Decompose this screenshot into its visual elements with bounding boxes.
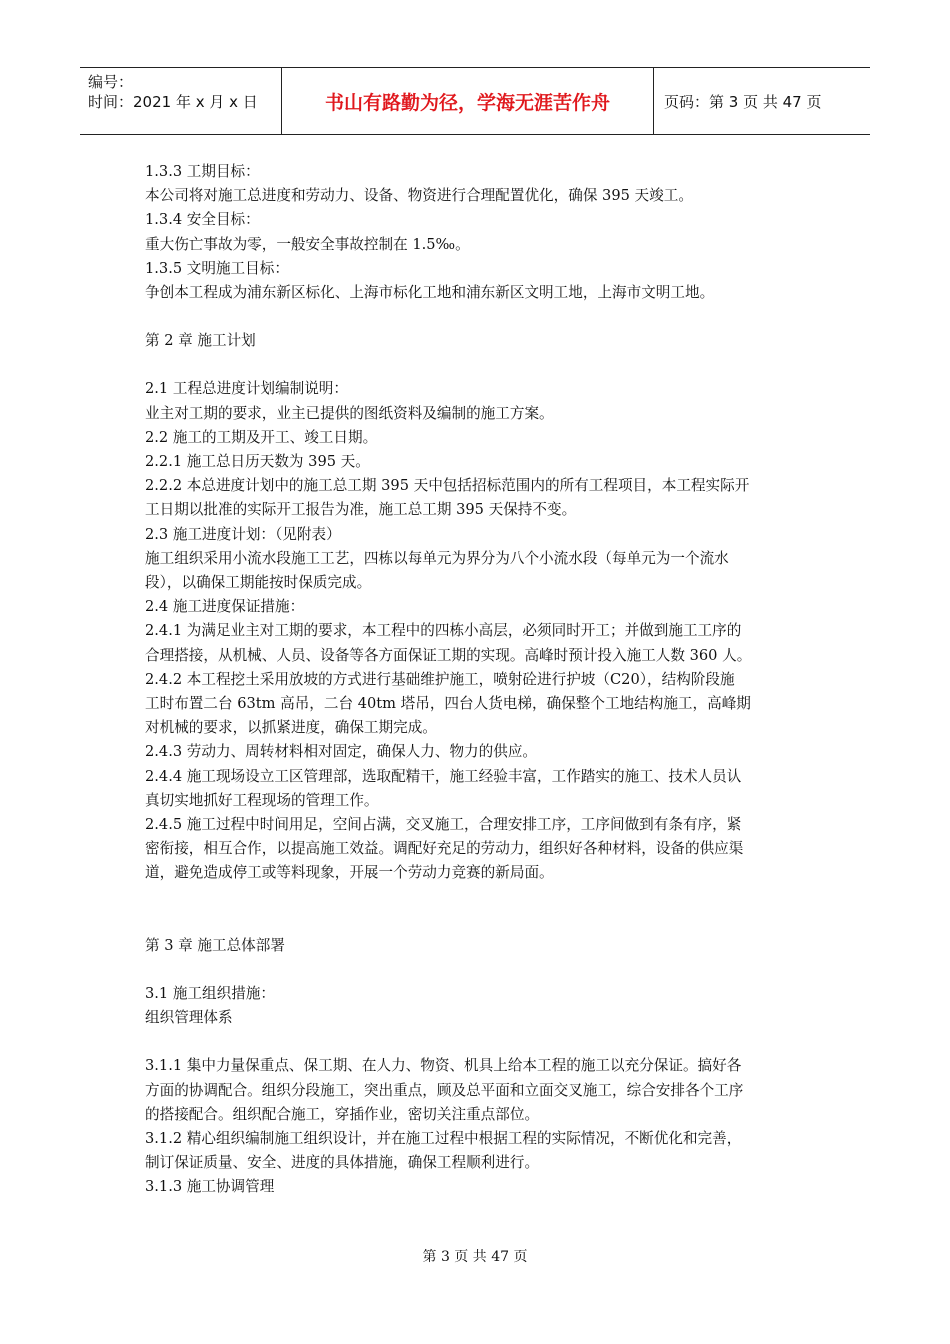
paragraph-line: 3.1.1 集中力量保重点、保工期、在人力、物资、机具上给本工程的施工以充分保证。搞好各 [145, 1057, 742, 1075]
paragraph-line: 重大伤亡事故为零，一般安全事故控制在 1.5‰。 [145, 235, 470, 253]
paragraph-line: 1.3.5 文明施工目标： [145, 259, 289, 277]
paragraph-line: 业主对工期的要求，业主已提供的图纸资料及编制的施工方案。 [145, 404, 554, 422]
section-1-3-targets [145, 160, 810, 305]
paragraph-line: 合理搭接，从机械、人员、设备等各方面保证工期的实现。高峰时预计投入施工人数 360 人。 [145, 646, 752, 664]
header-page-number: 页码：第 3 页 共 47 页 [664, 92, 822, 111]
paragraph-line: 2.2 施工的工期及开工、竣工日期。 [145, 428, 378, 446]
paragraph-line: 施工组织采用小流水段施工工艺，四栋以每单元为界分为八个小流水段（每单元为一个流水 [145, 549, 729, 567]
paragraph-line: 组织管理体系 [145, 1009, 233, 1027]
section-2-content [145, 377, 810, 885]
header-meta [80, 68, 282, 134]
header-motto: 书山有路勤为径，学海无涯苦作舟 [282, 68, 654, 134]
paragraph-line: 2.4.2 本工程挖土采用放坡的方式进行基础维护施工，喷射砼进行护坡（C20），结构阶段施 [145, 670, 735, 688]
paragraph-line: 道，避免造成停工或等料现象，开展一个劳动力竞赛的新局面。 [145, 864, 554, 882]
paragraph-line: 2.4.4 施工现场设立工区管理部，选取配精干，施工经验丰富，工作踏实的施工、技术人员认 [145, 767, 742, 785]
paragraph-line: 制订保证质量、安全、进度的具体措施，确保工程顺利进行。 [145, 1154, 540, 1172]
paragraph-line: 工时布置二台 63tm 高吊，二台 40tm 塔吊，四台人货电梯，确保整个工地结构施工，高峰期 [145, 695, 751, 713]
paragraph-line: 3.1.2 精心组织编制施工组织设计，并在施工过程中根据工程的实际情况，不断优化和完善， [145, 1129, 742, 1147]
chapter-2-heading: 第 2 章 施工计划 [145, 332, 256, 350]
paragraph-line: 2.1 工程总进度计划编制说明： [145, 380, 348, 398]
document-body [145, 160, 810, 1200]
paragraph-line: 2.4.1 为满足业主对工期的要求，本工程中的四栋小高层，必须同时开工；并做到施工工序的 [145, 622, 742, 640]
chapter-3-heading: 第 3 章 施工总体部署 [145, 936, 285, 954]
page-footer: 第 3 页 共 47 页 [422, 1249, 528, 1265]
paragraph-line: 1.3.3 工期目标： [145, 163, 260, 180]
paragraph-line: 工日期以批准的实际开工报告为准，施工总工期 395 天保持不变。 [145, 501, 577, 519]
paragraph-line: 3.1.3 施工协调管理 [145, 1178, 275, 1196]
paragraph-line: 争创本工程成为浦东新区标化、上海市标化工地和浦东新区文明工地，上海市文明工地。 [145, 284, 715, 302]
paragraph-line: 的搭接配合。组织配合施工，穿插作业，密切关注重点部位。 [145, 1105, 540, 1123]
number-label: 编号： [88, 73, 134, 91]
paragraph-line: 密衔接，相互合作，以提高施工效益。调配好充足的劳动力，组织好各种材料，设备的供应渠 [145, 840, 744, 858]
paragraph-line: 3.1 施工组织措施： [145, 984, 276, 1002]
paragraph-line: 本公司将对施工总进度和劳动力、设备、物资进行合理配置优化，确保 395 天竣工。 [145, 187, 693, 205]
paragraph-line: 2.4 施工进度保证措施： [145, 598, 305, 616]
paragraph-line: 2.4.3 劳动力、周转材料相对固定，确保人力、物力的供应。 [145, 743, 538, 761]
section-3-1-intro [145, 982, 810, 1030]
paragraph-line: 对机械的要求，以抓紧进度，确保工期完成。 [145, 719, 437, 737]
paragraph-line: 2.2.2 本总进度计划中的施工总工期 395 天中包括招标范围内的所有工程项目，本工程实际开 [145, 477, 750, 495]
paragraph-line: 2.3 施工进度计划：（见附表） [145, 525, 341, 543]
paragraph-line: 2.2.1 施工总日历天数为 395 天。 [145, 453, 370, 471]
page-header [80, 67, 870, 135]
paragraph-line: 2.4.5 施工过程中时间用足，空间占满，交叉施工，合理安排工序，工序间做到有条有序，紧 [145, 816, 742, 834]
paragraph-line: 段），以确保工期能按时保质完成。 [145, 574, 372, 592]
paragraph-line: 1.3.4 安全目标： [145, 211, 260, 229]
paragraph-line: 真切实地抓好工程现场的管理工作。 [145, 791, 379, 809]
section-3-1-content [145, 1054, 810, 1199]
time-label: 时间：2021 年 x 月 x 日 [88, 93, 258, 111]
paragraph-line: 方面的协调配合。组织分段施工，突出重点，顾及总平面和立面交叉施工，综合安排各个工序 [145, 1081, 744, 1099]
